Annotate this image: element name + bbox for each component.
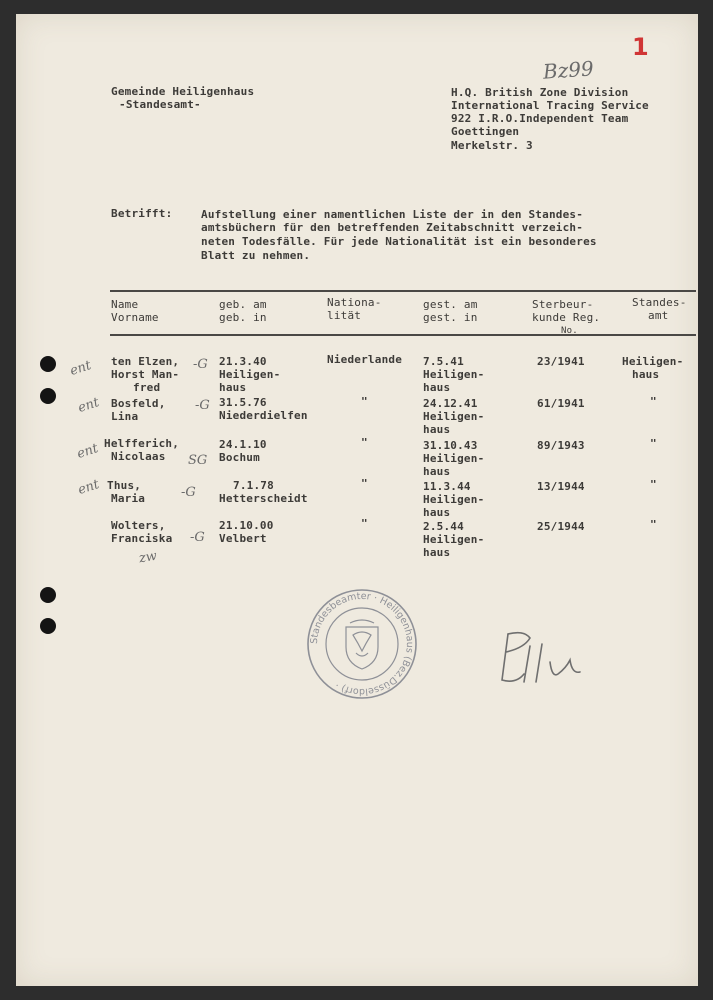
row-died-place-cont: haus bbox=[423, 423, 451, 436]
row-surname: ten Elzen, bbox=[111, 355, 180, 368]
pencil-mark-left: ent bbox=[76, 477, 102, 498]
row-register: 61/1941 bbox=[537, 397, 585, 410]
row-register: 89/1943 bbox=[537, 439, 585, 452]
recipient-line3: 922 I.R.O.Independent Team bbox=[451, 112, 629, 125]
sender-line2: -Standesamt- bbox=[119, 98, 201, 111]
row-died-date: 24.12.41 bbox=[423, 397, 478, 410]
header-register-1: Sterbeur- bbox=[532, 298, 594, 311]
row-born-place: Hetterscheidt bbox=[219, 492, 308, 505]
header-nationality-1: Nationa- bbox=[327, 296, 382, 309]
row-surname: Wolters, bbox=[111, 519, 166, 532]
row-nationality: " bbox=[361, 517, 368, 530]
header-name: Name bbox=[111, 298, 139, 311]
row-born-place: Heiligen- bbox=[219, 368, 281, 381]
punch-hole bbox=[40, 587, 56, 603]
header-register-2: kunde Reg. bbox=[532, 311, 601, 324]
pencil-mark-left: ent bbox=[76, 395, 102, 416]
row-firstname: Lina bbox=[111, 410, 139, 423]
punch-hole bbox=[40, 388, 56, 404]
row-register: 25/1944 bbox=[537, 520, 585, 533]
row-died-place-cont: haus bbox=[423, 465, 451, 478]
row-born-date: 21.3.40 bbox=[219, 355, 267, 368]
recipient-line2: International Tracing Service bbox=[451, 99, 649, 112]
row-born-place-cont: haus bbox=[219, 381, 247, 394]
row-firstname-cont: fred bbox=[133, 381, 161, 394]
header-born-place: geb. in bbox=[219, 311, 267, 324]
row-died-date: 11.3.44 bbox=[423, 480, 471, 493]
pencil-mark-g: -G bbox=[193, 357, 208, 372]
row-surname: Helfferich, bbox=[104, 437, 180, 450]
punch-hole bbox=[40, 618, 56, 634]
header-born-date: geb. am bbox=[219, 298, 267, 311]
header-firstname: Vorname bbox=[111, 311, 159, 324]
row-born-place: Niederdielfen bbox=[219, 409, 308, 422]
row-died-date: 7.5.41 bbox=[423, 355, 464, 368]
row-died-place-cont: haus bbox=[423, 546, 451, 559]
row-surname: Thus, bbox=[107, 479, 142, 492]
pencil-mark-g: -G bbox=[195, 398, 210, 413]
subject-label: Betrifft: bbox=[111, 207, 173, 220]
pencil-mark-g: -G bbox=[181, 485, 196, 500]
pencil-mark-left: ent bbox=[75, 441, 101, 462]
row-nationality: " bbox=[361, 436, 368, 449]
header-office-1: Standes- bbox=[632, 296, 687, 309]
header-register-3: No. bbox=[561, 326, 578, 336]
row-firstname: Maria bbox=[111, 492, 146, 505]
signature-text: Fllu bbox=[494, 690, 497, 691]
table-top-rule bbox=[110, 290, 696, 292]
row-office: " bbox=[650, 437, 657, 450]
row-died-date: 31.10.43 bbox=[423, 439, 478, 452]
page-number-red: 1 bbox=[632, 33, 649, 61]
row-died-place-cont: haus bbox=[423, 381, 451, 394]
row-died-place: Heiligen- bbox=[423, 410, 485, 423]
svg-text:Standesbeamter · Heiligenhaus bbox=[309, 591, 415, 697]
pencil-mark-left: zw bbox=[137, 548, 159, 567]
row-died-place-cont: haus bbox=[423, 506, 451, 519]
recipient-line5: Merkelstr. 3 bbox=[451, 139, 533, 152]
row-office: Heiligen- bbox=[622, 355, 684, 368]
signature bbox=[494, 622, 604, 692]
punch-hole bbox=[40, 356, 56, 372]
row-died-place: Heiligen- bbox=[423, 452, 485, 465]
row-born-date: 31.5.76 bbox=[219, 396, 267, 409]
table-header-rule bbox=[110, 334, 696, 336]
sender-line1: Gemeinde Heiligenhaus bbox=[111, 85, 255, 98]
row-register: 13/1944 bbox=[537, 480, 585, 493]
row-died-place: Heiligen- bbox=[423, 368, 485, 381]
row-firstname: Franciska bbox=[111, 532, 173, 545]
stamp-text: Standesbeamter · Heiligenhaus (Bez.Düsseldorf) · bbox=[308, 590, 416, 698]
subject-line1: Aufstellung einer namentlichen Liste der in den Standes- bbox=[201, 208, 584, 221]
row-nationality: Niederlande bbox=[327, 353, 403, 366]
row-surname: Bosfeld, bbox=[111, 397, 166, 410]
row-firstname: Horst Man- bbox=[111, 368, 180, 381]
coat-of-arms-icon bbox=[346, 620, 378, 669]
header-office-2: amt bbox=[648, 309, 669, 322]
header-died-date: gest. am bbox=[423, 298, 478, 311]
row-born-place: Bochum bbox=[219, 451, 260, 464]
row-died-place: Heiligen- bbox=[423, 533, 485, 546]
pencil-mark-g: SG bbox=[188, 453, 208, 468]
row-born-date: 21.10.00 bbox=[219, 519, 274, 532]
row-register: 23/1941 bbox=[537, 355, 585, 368]
row-office: " bbox=[650, 518, 657, 531]
recipient-line1: H.Q. British Zone Division bbox=[451, 86, 629, 99]
official-stamp bbox=[306, 589, 418, 699]
subject-line4: Blatt zu nehmen. bbox=[201, 249, 311, 262]
subject-line3: neten Todesfälle. Für jede Nationalität ist ein besonderes bbox=[201, 235, 597, 248]
pencil-note-top: Bz99 bbox=[542, 56, 595, 84]
row-died-date: 2.5.44 bbox=[423, 520, 464, 533]
pencil-mark-g: -G bbox=[190, 530, 205, 545]
pencil-mark-left: ent bbox=[68, 358, 94, 379]
row-nationality: " bbox=[361, 395, 368, 408]
row-office-cont: haus bbox=[632, 368, 660, 381]
row-born-place: Velbert bbox=[219, 532, 267, 545]
header-died-place: gest. in bbox=[423, 311, 478, 324]
row-firstname: Nicolaas bbox=[111, 450, 166, 463]
row-office: " bbox=[650, 478, 657, 491]
row-born-date: 24.1.10 bbox=[219, 438, 267, 451]
subject-line2: amtsbüchern für den betreffenden Zeitabschnitt verzeich- bbox=[201, 221, 584, 234]
row-nationality: " bbox=[361, 477, 368, 490]
row-died-place: Heiligen- bbox=[423, 493, 485, 506]
recipient-line4: Goettingen bbox=[451, 125, 520, 138]
row-office: " bbox=[650, 395, 657, 408]
row-born-date: 7.1.78 bbox=[233, 479, 274, 492]
header-nationality-2: lität bbox=[327, 309, 362, 322]
